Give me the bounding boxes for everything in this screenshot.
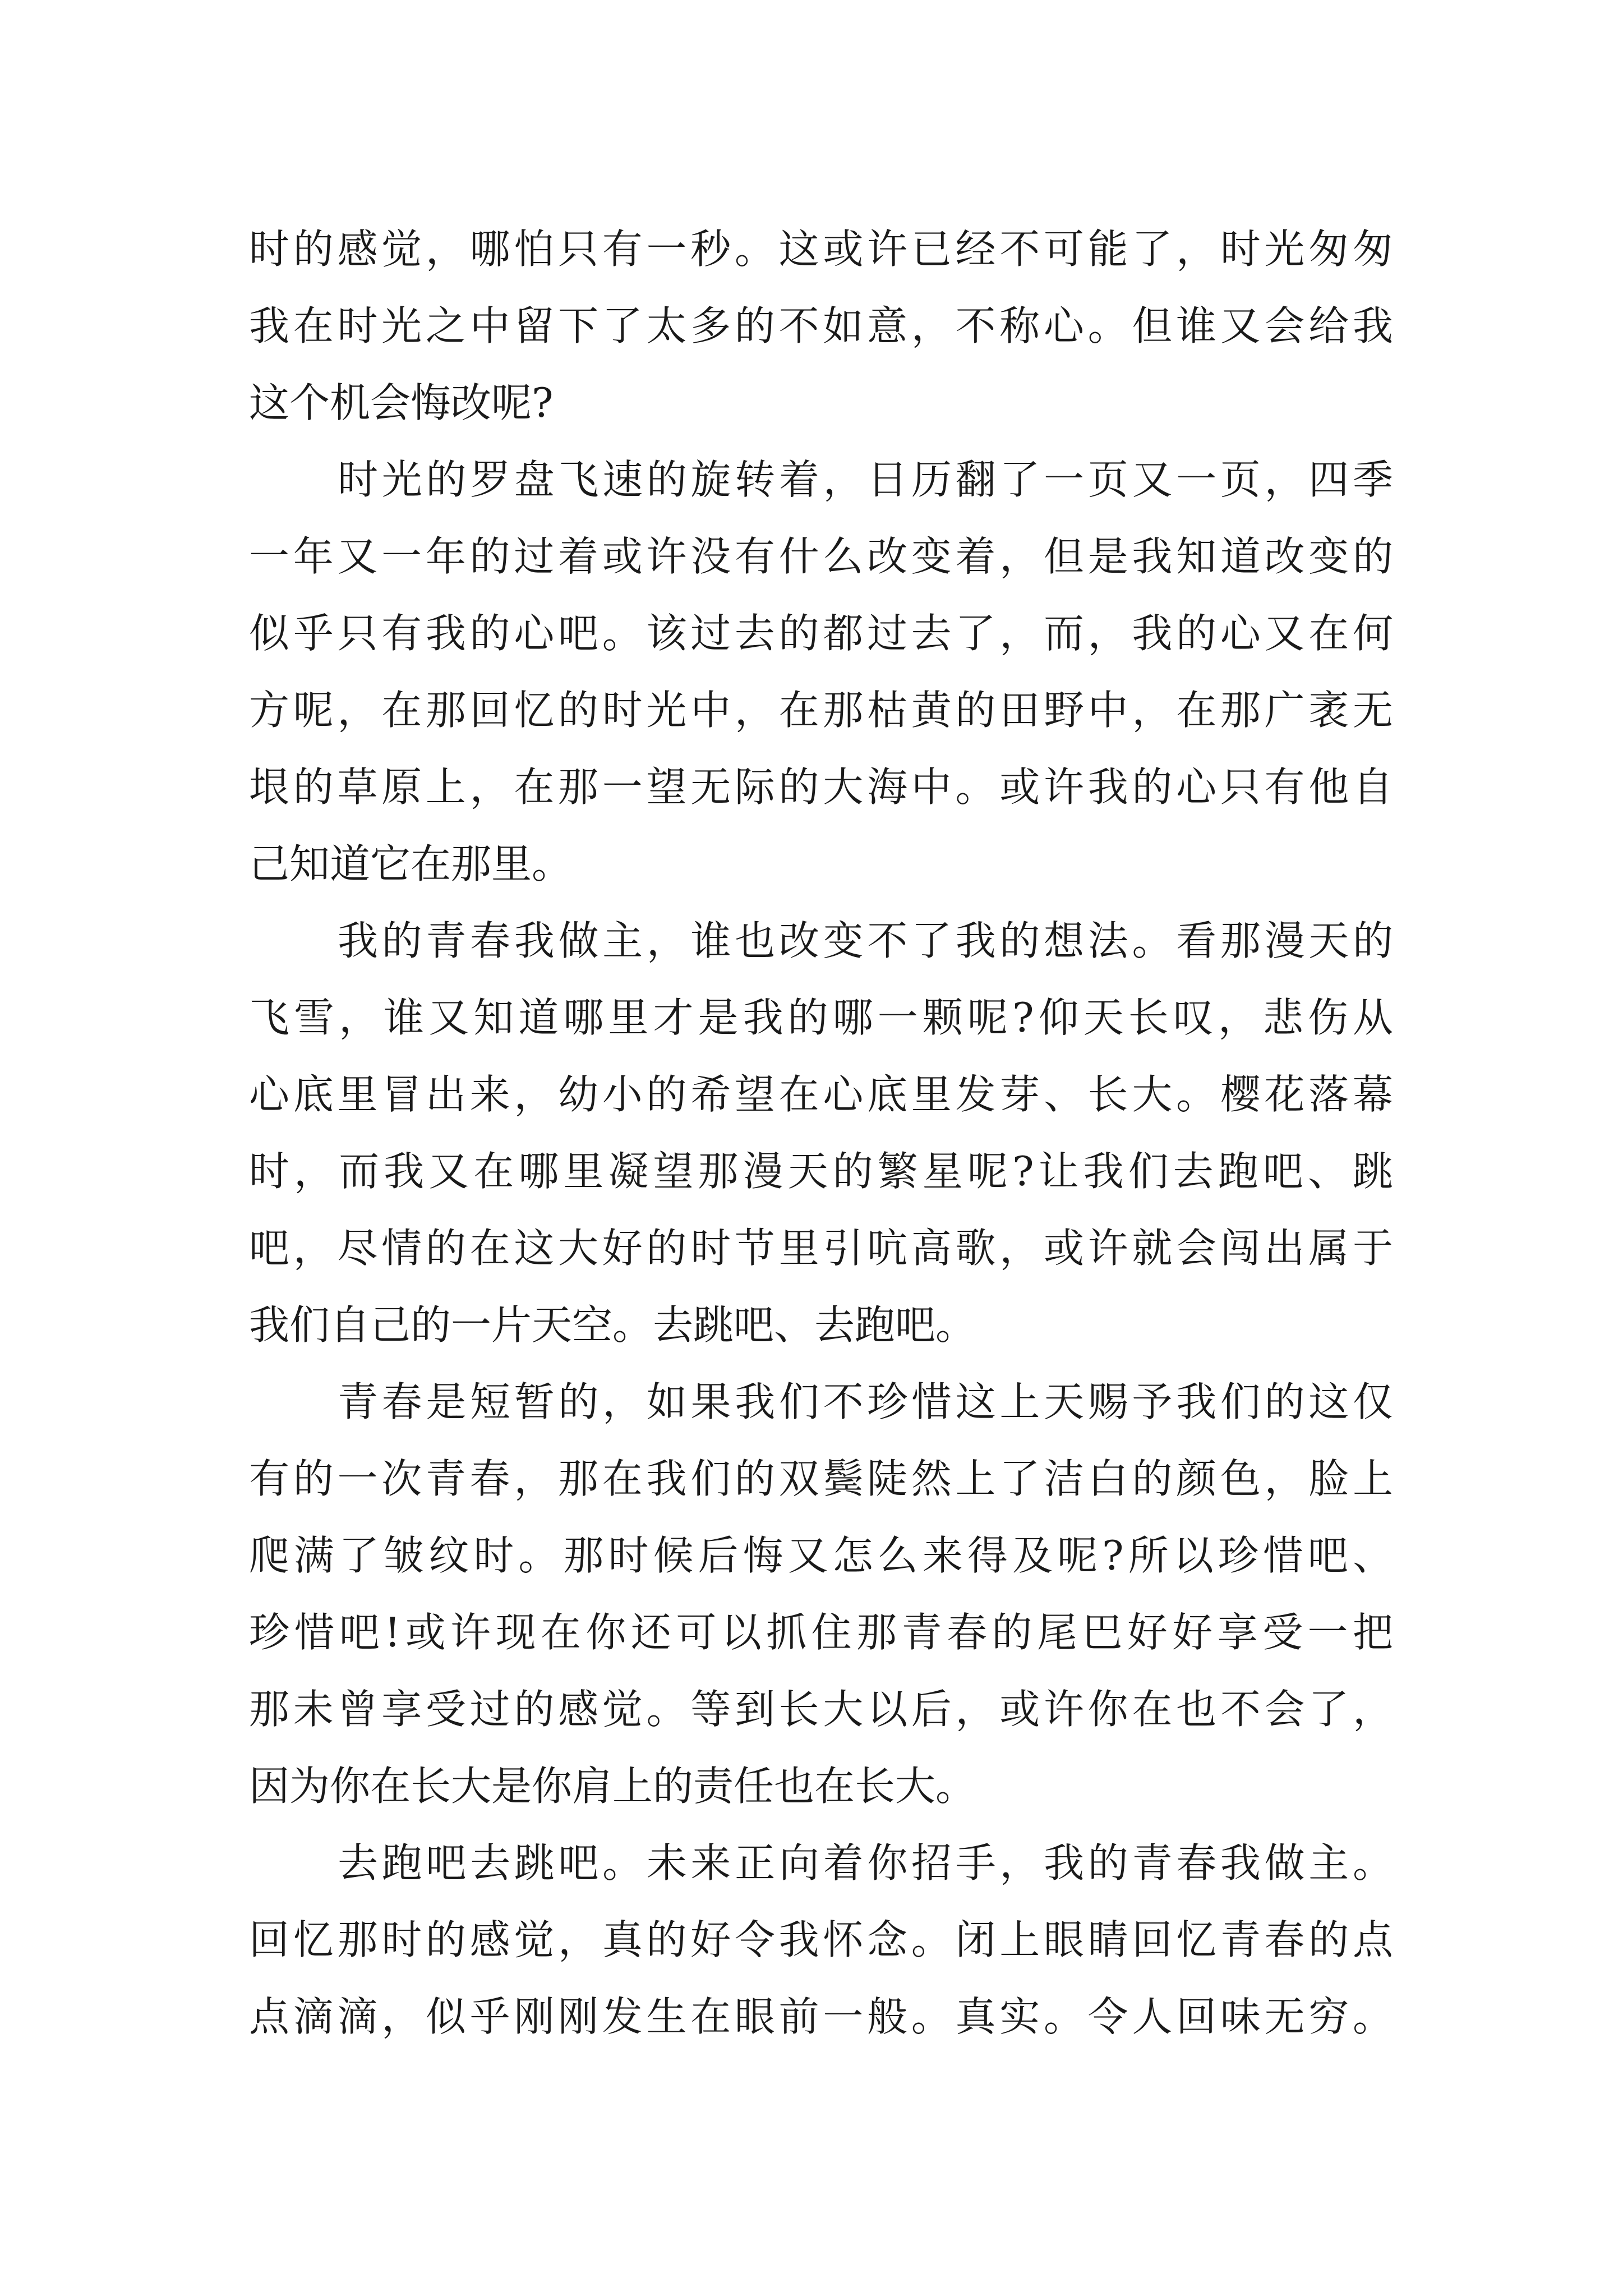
paragraph-4 — [249, 1364, 1393, 1825]
text-line: 我在时光之中留下了太多的不如意，不称心。但谁又会给我 — [249, 302, 1393, 349]
text-line: 因为你在长大是你肩上的责任也在长大。 — [249, 1763, 976, 1810]
text-line: 时的感觉，哪怕只有一秒。这或许已经不可能了，时光匆匆 — [249, 226, 1393, 273]
paragraph-3 — [249, 903, 1393, 1364]
text-line: 这个机会悔改呢? — [249, 379, 554, 426]
body-text — [249, 211, 1393, 2055]
text-line: 吧，尽情的在这大好的时节里引吭高歌，或许就会闯出属于 — [249, 1225, 1393, 1272]
text-line: 一年又一年的过着或许没有什么改变着，但是我知道改变的 — [249, 533, 1393, 580]
text-line: 时光的罗盘飞速的旋转着，日历翻了一页又一页，四季 — [338, 456, 1393, 503]
text-line: 似乎只有我的心吧。该过去的都过去了，而，我的心又在何 — [249, 610, 1393, 657]
text-line: 那未曾享受过的感觉。等到长大以后，或许你在也不会了， — [249, 1686, 1393, 1733]
text-line: 爬满了皱纹时。那时候后悔又怎么来得及呢?所以珍惜吧、 — [249, 1532, 1393, 1579]
text-line: 心底里冒出来，幼小的希望在心底里发芽、长大。樱花落幕 — [249, 1071, 1393, 1118]
text-line: 方呢，在那回忆的时光中，在那枯黄的田野中，在那广袤无 — [249, 687, 1393, 734]
text-line: 青春是短暂的，如果我们不珍惜这上天赐予我们的这仅 — [338, 1378, 1393, 1425]
text-line: 我的青春我做主，谁也改变不了我的想法。看那漫天的 — [338, 917, 1393, 964]
text-line: 飞雪，谁又知道哪里才是我的哪一颗呢?仰天长叹，悲伤从 — [249, 994, 1393, 1041]
paragraph-2 — [249, 441, 1393, 903]
text-line: 珍惜吧!或许现在你还可以抓住那青春的尾巴好好享受一把 — [249, 1609, 1393, 1656]
text-line: 有的一次青春，那在我们的双鬓陡然上了洁白的颜色，脸上 — [249, 1455, 1393, 1502]
text-line: 去跑吧去跳吧。未来正向着你招手，我的青春我做主。 — [338, 1839, 1393, 1887]
paragraph-5 — [249, 1825, 1393, 2055]
text-line: 我们自己的一片天空。去跳吧、去跑吧。 — [249, 1301, 976, 1349]
text-line: 己知道它在那里。 — [249, 840, 573, 887]
paragraph-1 — [249, 211, 1393, 441]
text-line: 点滴滴，似乎刚刚发生在眼前一般。真实。令人回味无穷。 — [249, 1993, 1393, 2040]
text-line: 时，而我又在哪里凝望那漫天的繁星呢?让我们去跑吧、跳 — [249, 1148, 1393, 1195]
text-line: 回忆那时的感觉，真的好令我怀念。闭上眼睛回忆青春的点 — [249, 1916, 1393, 1963]
text-line: 垠的草原上，在那一望无际的大海中。或许我的心只有他自 — [249, 763, 1393, 811]
